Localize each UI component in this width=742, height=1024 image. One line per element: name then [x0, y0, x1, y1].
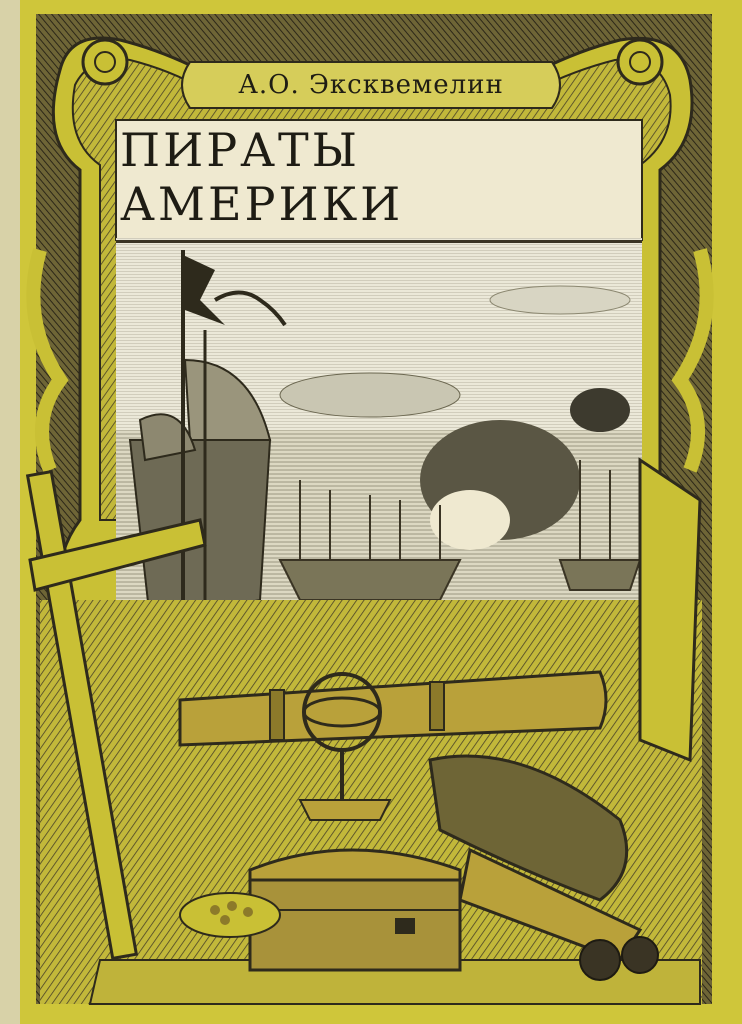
coin-pile-icon — [180, 893, 280, 937]
sea-battle-scene — [116, 238, 642, 660]
treasure-chest-icon — [250, 850, 460, 970]
book-title: ПИРАТЫ АМЕРИКИ — [120, 123, 404, 231]
author-name: А.О. Эксквемелин — [238, 70, 504, 100]
